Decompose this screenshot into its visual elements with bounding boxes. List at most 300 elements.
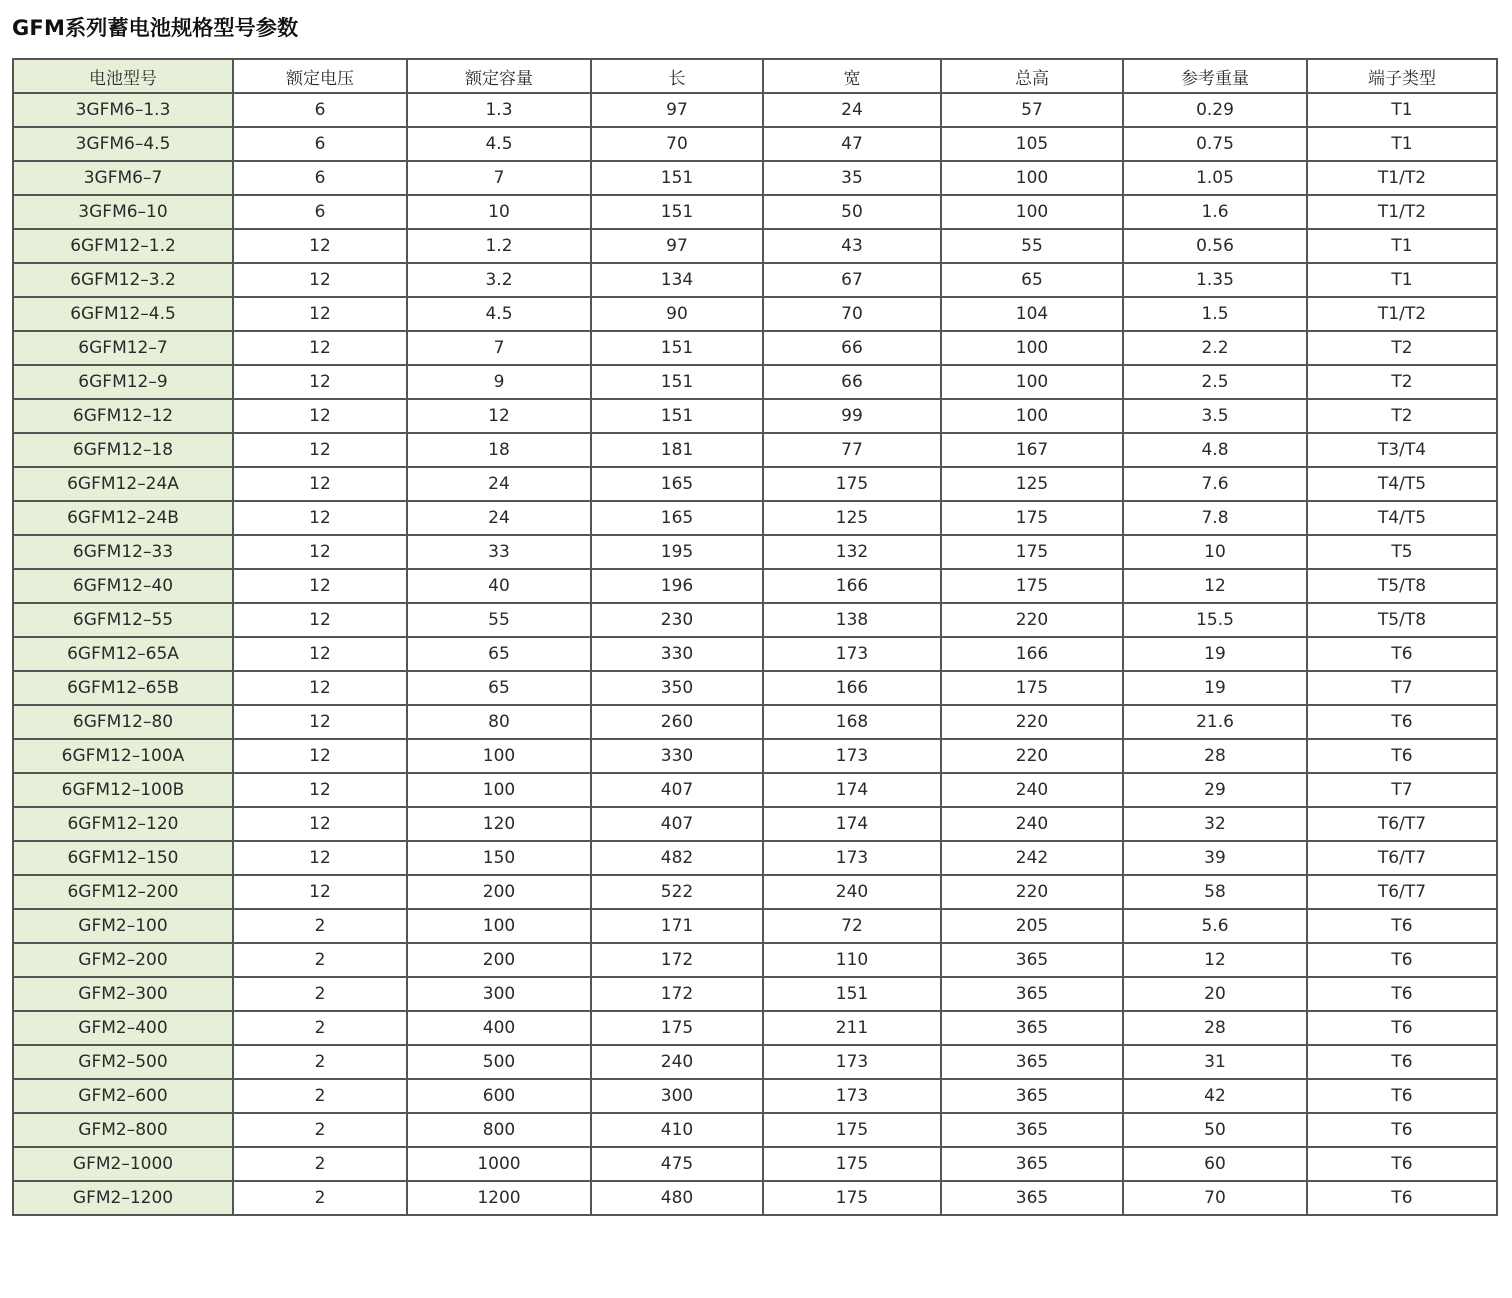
table-row xyxy=(13,705,1497,739)
cell-terminal-type: T4/T5 xyxy=(1307,501,1497,535)
cell-rated-capacity: 55 xyxy=(407,603,591,637)
table-row xyxy=(13,1079,1497,1113)
cell-model: 6GFM12–80 xyxy=(13,705,233,739)
column-header-width: 宽 xyxy=(763,59,941,93)
cell-rated-voltage: 2 xyxy=(233,1181,407,1215)
cell-width: 175 xyxy=(763,1181,941,1215)
cell-width: 138 xyxy=(763,603,941,637)
table-row xyxy=(13,909,1497,943)
cell-length: 151 xyxy=(591,365,763,399)
column-header-length: 长 xyxy=(591,59,763,93)
cell-rated-voltage: 12 xyxy=(233,365,407,399)
cell-terminal-type: T6 xyxy=(1307,1147,1497,1181)
cell-terminal-type: T6 xyxy=(1307,739,1497,773)
cell-rated-capacity: 65 xyxy=(407,637,591,671)
cell-rated-capacity: 150 xyxy=(407,841,591,875)
cell-reference-weight: 70 xyxy=(1123,1181,1307,1215)
cell-reference-weight: 21.6 xyxy=(1123,705,1307,739)
cell-rated-capacity: 12 xyxy=(407,399,591,433)
cell-rated-capacity: 7 xyxy=(407,161,591,195)
cell-reference-weight: 3.5 xyxy=(1123,399,1307,433)
table-row xyxy=(13,671,1497,705)
cell-terminal-type: T7 xyxy=(1307,773,1497,807)
cell-total-height: 365 xyxy=(941,1147,1123,1181)
cell-terminal-type: T6 xyxy=(1307,1181,1497,1215)
cell-rated-voltage: 6 xyxy=(233,195,407,229)
cell-width: 173 xyxy=(763,637,941,671)
cell-rated-voltage: 2 xyxy=(233,1147,407,1181)
cell-rated-capacity: 4.5 xyxy=(407,297,591,331)
cell-width: 174 xyxy=(763,773,941,807)
cell-model: 6GFM12–120 xyxy=(13,807,233,841)
cell-reference-weight: 39 xyxy=(1123,841,1307,875)
cell-rated-voltage: 6 xyxy=(233,161,407,195)
cell-reference-weight: 0.29 xyxy=(1123,93,1307,127)
cell-terminal-type: T2 xyxy=(1307,399,1497,433)
cell-terminal-type: T5 xyxy=(1307,535,1497,569)
cell-reference-weight: 15.5 xyxy=(1123,603,1307,637)
cell-terminal-type: T1/T2 xyxy=(1307,195,1497,229)
cell-total-height: 220 xyxy=(941,603,1123,637)
cell-width: 72 xyxy=(763,909,941,943)
cell-rated-capacity: 7 xyxy=(407,331,591,365)
cell-reference-weight: 31 xyxy=(1123,1045,1307,1079)
cell-terminal-type: T5/T8 xyxy=(1307,603,1497,637)
cell-rated-capacity: 9 xyxy=(407,365,591,399)
table-row xyxy=(13,399,1497,433)
table-row xyxy=(13,161,1497,195)
cell-model: 6GFM12–24B xyxy=(13,501,233,535)
cell-width: 173 xyxy=(763,841,941,875)
cell-rated-capacity: 80 xyxy=(407,705,591,739)
table-row xyxy=(13,93,1497,127)
cell-length: 407 xyxy=(591,807,763,841)
cell-rated-voltage: 12 xyxy=(233,331,407,365)
cell-width: 166 xyxy=(763,569,941,603)
cell-total-height: 365 xyxy=(941,1011,1123,1045)
cell-reference-weight: 29 xyxy=(1123,773,1307,807)
cell-length: 134 xyxy=(591,263,763,297)
cell-width: 173 xyxy=(763,739,941,773)
cell-terminal-type: T4/T5 xyxy=(1307,467,1497,501)
cell-reference-weight: 19 xyxy=(1123,637,1307,671)
cell-length: 97 xyxy=(591,229,763,263)
cell-total-height: 100 xyxy=(941,161,1123,195)
cell-length: 165 xyxy=(591,467,763,501)
cell-reference-weight: 1.5 xyxy=(1123,297,1307,331)
cell-rated-capacity: 100 xyxy=(407,739,591,773)
cell-model: 6GFM12–200 xyxy=(13,875,233,909)
cell-length: 330 xyxy=(591,739,763,773)
cell-width: 151 xyxy=(763,977,941,1011)
cell-total-height: 166 xyxy=(941,637,1123,671)
battery-spec-table xyxy=(12,58,1498,1216)
cell-rated-capacity: 200 xyxy=(407,943,591,977)
cell-length: 350 xyxy=(591,671,763,705)
cell-length: 151 xyxy=(591,331,763,365)
cell-rated-voltage: 12 xyxy=(233,739,407,773)
cell-length: 475 xyxy=(591,1147,763,1181)
cell-rated-voltage: 12 xyxy=(233,501,407,535)
cell-total-height: 125 xyxy=(941,467,1123,501)
cell-model: 6GFM12–12 xyxy=(13,399,233,433)
cell-length: 165 xyxy=(591,501,763,535)
cell-total-height: 55 xyxy=(941,229,1123,263)
table-row xyxy=(13,331,1497,365)
column-header-model: 电池型号 xyxy=(13,59,233,93)
cell-width: 132 xyxy=(763,535,941,569)
cell-rated-capacity: 1.3 xyxy=(407,93,591,127)
cell-total-height: 175 xyxy=(941,535,1123,569)
cell-reference-weight: 0.56 xyxy=(1123,229,1307,263)
cell-model: GFM2–1200 xyxy=(13,1181,233,1215)
cell-terminal-type: T6 xyxy=(1307,1045,1497,1079)
cell-width: 175 xyxy=(763,467,941,501)
cell-total-height: 104 xyxy=(941,297,1123,331)
cell-reference-weight: 1.6 xyxy=(1123,195,1307,229)
cell-reference-weight: 28 xyxy=(1123,739,1307,773)
cell-model: 6GFM12–65A xyxy=(13,637,233,671)
cell-rated-voltage: 12 xyxy=(233,467,407,501)
table-row xyxy=(13,1045,1497,1079)
cell-total-height: 175 xyxy=(941,569,1123,603)
cell-width: 211 xyxy=(763,1011,941,1045)
cell-terminal-type: T1 xyxy=(1307,93,1497,127)
cell-reference-weight: 0.75 xyxy=(1123,127,1307,161)
cell-length: 151 xyxy=(591,161,763,195)
cell-width: 70 xyxy=(763,297,941,331)
cell-rated-capacity: 65 xyxy=(407,671,591,705)
table-row xyxy=(13,297,1497,331)
cell-rated-capacity: 1000 xyxy=(407,1147,591,1181)
table-row xyxy=(13,1147,1497,1181)
cell-model: 6GFM12–1.2 xyxy=(13,229,233,263)
cell-terminal-type: T2 xyxy=(1307,365,1497,399)
cell-rated-voltage: 2 xyxy=(233,909,407,943)
cell-length: 90 xyxy=(591,297,763,331)
cell-length: 330 xyxy=(591,637,763,671)
cell-rated-voltage: 12 xyxy=(233,841,407,875)
cell-terminal-type: T6 xyxy=(1307,909,1497,943)
cell-terminal-type: T6 xyxy=(1307,705,1497,739)
cell-rated-voltage: 12 xyxy=(233,637,407,671)
cell-total-height: 365 xyxy=(941,1113,1123,1147)
cell-rated-capacity: 1.2 xyxy=(407,229,591,263)
cell-rated-capacity: 24 xyxy=(407,467,591,501)
column-header-rated-capacity: 额定容量 xyxy=(407,59,591,93)
cell-rated-voltage: 2 xyxy=(233,1045,407,1079)
table-row xyxy=(13,535,1497,569)
cell-total-height: 220 xyxy=(941,739,1123,773)
cell-total-height: 240 xyxy=(941,807,1123,841)
cell-terminal-type: T1/T2 xyxy=(1307,161,1497,195)
cell-model: 6GFM12–55 xyxy=(13,603,233,637)
cell-reference-weight: 12 xyxy=(1123,943,1307,977)
cell-total-height: 365 xyxy=(941,1045,1123,1079)
cell-model: 6GFM12–18 xyxy=(13,433,233,467)
cell-rated-capacity: 10 xyxy=(407,195,591,229)
cell-width: 47 xyxy=(763,127,941,161)
cell-length: 151 xyxy=(591,399,763,433)
table-row xyxy=(13,263,1497,297)
cell-width: 125 xyxy=(763,501,941,535)
cell-terminal-type: T1/T2 xyxy=(1307,297,1497,331)
cell-rated-capacity: 600 xyxy=(407,1079,591,1113)
cell-length: 196 xyxy=(591,569,763,603)
cell-length: 522 xyxy=(591,875,763,909)
cell-model: GFM2–100 xyxy=(13,909,233,943)
cell-total-height: 175 xyxy=(941,501,1123,535)
cell-reference-weight: 42 xyxy=(1123,1079,1307,1113)
cell-rated-capacity: 200 xyxy=(407,875,591,909)
cell-rated-voltage: 6 xyxy=(233,127,407,161)
cell-rated-voltage: 12 xyxy=(233,263,407,297)
cell-width: 174 xyxy=(763,807,941,841)
cell-length: 300 xyxy=(591,1079,763,1113)
cell-model: 6GFM12–40 xyxy=(13,569,233,603)
cell-rated-voltage: 12 xyxy=(233,875,407,909)
cell-total-height: 242 xyxy=(941,841,1123,875)
table-row xyxy=(13,773,1497,807)
cell-rated-voltage: 2 xyxy=(233,943,407,977)
table-row xyxy=(13,433,1497,467)
cell-model: GFM2–500 xyxy=(13,1045,233,1079)
cell-terminal-type: T6/T7 xyxy=(1307,875,1497,909)
cell-rated-capacity: 300 xyxy=(407,977,591,1011)
cell-width: 110 xyxy=(763,943,941,977)
column-header-total-height: 总高 xyxy=(941,59,1123,93)
cell-model: 3GFM6–4.5 xyxy=(13,127,233,161)
cell-width: 35 xyxy=(763,161,941,195)
cell-total-height: 175 xyxy=(941,671,1123,705)
cell-width: 66 xyxy=(763,365,941,399)
cell-reference-weight: 2.2 xyxy=(1123,331,1307,365)
cell-model: GFM2–600 xyxy=(13,1079,233,1113)
cell-rated-voltage: 12 xyxy=(233,399,407,433)
cell-rated-voltage: 12 xyxy=(233,229,407,263)
cell-rated-capacity: 18 xyxy=(407,433,591,467)
cell-model: 6GFM12–9 xyxy=(13,365,233,399)
cell-model: GFM2–200 xyxy=(13,943,233,977)
cell-total-height: 205 xyxy=(941,909,1123,943)
column-header-terminal-type: 端子类型 xyxy=(1307,59,1497,93)
cell-terminal-type: T1 xyxy=(1307,229,1497,263)
page-title: GFM系列蓄电池规格型号参数 xyxy=(12,16,299,40)
cell-length: 181 xyxy=(591,433,763,467)
cell-width: 66 xyxy=(763,331,941,365)
cell-total-height: 365 xyxy=(941,1079,1123,1113)
cell-terminal-type: T7 xyxy=(1307,671,1497,705)
table-row xyxy=(13,229,1497,263)
cell-length: 70 xyxy=(591,127,763,161)
cell-model: 6GFM12–3.2 xyxy=(13,263,233,297)
cell-terminal-type: T3/T4 xyxy=(1307,433,1497,467)
cell-reference-weight: 2.5 xyxy=(1123,365,1307,399)
cell-width: 166 xyxy=(763,671,941,705)
cell-rated-voltage: 12 xyxy=(233,297,407,331)
cell-length: 172 xyxy=(591,977,763,1011)
cell-total-height: 105 xyxy=(941,127,1123,161)
cell-model: GFM2–300 xyxy=(13,977,233,1011)
cell-reference-weight: 20 xyxy=(1123,977,1307,1011)
cell-width: 77 xyxy=(763,433,941,467)
cell-model: 6GFM12–100B xyxy=(13,773,233,807)
cell-width: 175 xyxy=(763,1113,941,1147)
cell-reference-weight: 12 xyxy=(1123,569,1307,603)
cell-rated-voltage: 12 xyxy=(233,773,407,807)
cell-rated-capacity: 3.2 xyxy=(407,263,591,297)
cell-model: GFM2–400 xyxy=(13,1011,233,1045)
cell-total-height: 100 xyxy=(941,399,1123,433)
cell-reference-weight: 58 xyxy=(1123,875,1307,909)
cell-reference-weight: 4.8 xyxy=(1123,433,1307,467)
cell-terminal-type: T6 xyxy=(1307,1011,1497,1045)
cell-model: 6GFM12–24A xyxy=(13,467,233,501)
cell-terminal-type: T1 xyxy=(1307,263,1497,297)
cell-total-height: 240 xyxy=(941,773,1123,807)
cell-terminal-type: T5/T8 xyxy=(1307,569,1497,603)
cell-rated-capacity: 100 xyxy=(407,909,591,943)
cell-length: 195 xyxy=(591,535,763,569)
cell-rated-capacity: 1200 xyxy=(407,1181,591,1215)
cell-length: 97 xyxy=(591,93,763,127)
cell-length: 407 xyxy=(591,773,763,807)
cell-total-height: 57 xyxy=(941,93,1123,127)
cell-total-height: 100 xyxy=(941,195,1123,229)
header-row xyxy=(13,59,1497,93)
cell-rated-capacity: 100 xyxy=(407,773,591,807)
cell-total-height: 100 xyxy=(941,365,1123,399)
cell-rated-capacity: 33 xyxy=(407,535,591,569)
table-row xyxy=(13,365,1497,399)
cell-rated-voltage: 12 xyxy=(233,433,407,467)
table-row xyxy=(13,637,1497,671)
column-header-reference-weight: 参考重量 xyxy=(1123,59,1307,93)
cell-reference-weight: 10 xyxy=(1123,535,1307,569)
cell-total-height: 220 xyxy=(941,875,1123,909)
cell-reference-weight: 28 xyxy=(1123,1011,1307,1045)
cell-terminal-type: T6 xyxy=(1307,1113,1497,1147)
cell-reference-weight: 7.6 xyxy=(1123,467,1307,501)
cell-terminal-type: T6 xyxy=(1307,637,1497,671)
table-row xyxy=(13,875,1497,909)
cell-rated-voltage: 12 xyxy=(233,671,407,705)
table-row xyxy=(13,1113,1497,1147)
cell-terminal-type: T6/T7 xyxy=(1307,807,1497,841)
table-body xyxy=(13,93,1497,1215)
cell-length: 240 xyxy=(591,1045,763,1079)
cell-width: 240 xyxy=(763,875,941,909)
table-row xyxy=(13,739,1497,773)
cell-rated-voltage: 12 xyxy=(233,569,407,603)
cell-length: 172 xyxy=(591,943,763,977)
cell-model: GFM2–1000 xyxy=(13,1147,233,1181)
cell-model: 6GFM12–150 xyxy=(13,841,233,875)
cell-terminal-type: T2 xyxy=(1307,331,1497,365)
table-row xyxy=(13,841,1497,875)
cell-width: 168 xyxy=(763,705,941,739)
table-row xyxy=(13,1181,1497,1215)
cell-length: 482 xyxy=(591,841,763,875)
table-row xyxy=(13,943,1497,977)
cell-total-height: 365 xyxy=(941,1181,1123,1215)
cell-rated-voltage: 2 xyxy=(233,977,407,1011)
cell-terminal-type: T6/T7 xyxy=(1307,841,1497,875)
cell-model: GFM2–800 xyxy=(13,1113,233,1147)
cell-length: 480 xyxy=(591,1181,763,1215)
cell-length: 151 xyxy=(591,195,763,229)
cell-rated-voltage: 2 xyxy=(233,1079,407,1113)
cell-rated-capacity: 500 xyxy=(407,1045,591,1079)
cell-terminal-type: T6 xyxy=(1307,943,1497,977)
cell-total-height: 167 xyxy=(941,433,1123,467)
cell-width: 173 xyxy=(763,1079,941,1113)
table-row xyxy=(13,603,1497,637)
cell-model: 6GFM12–100A xyxy=(13,739,233,773)
cell-model: 3GFM6–1.3 xyxy=(13,93,233,127)
cell-width: 24 xyxy=(763,93,941,127)
cell-rated-voltage: 2 xyxy=(233,1113,407,1147)
cell-rated-capacity: 120 xyxy=(407,807,591,841)
cell-model: 6GFM12–4.5 xyxy=(13,297,233,331)
cell-rated-voltage: 12 xyxy=(233,603,407,637)
table-row xyxy=(13,807,1497,841)
cell-rated-capacity: 800 xyxy=(407,1113,591,1147)
cell-length: 410 xyxy=(591,1113,763,1147)
cell-rated-capacity: 4.5 xyxy=(407,127,591,161)
cell-rated-voltage: 12 xyxy=(233,535,407,569)
cell-reference-weight: 32 xyxy=(1123,807,1307,841)
cell-width: 43 xyxy=(763,229,941,263)
cell-length: 230 xyxy=(591,603,763,637)
cell-reference-weight: 60 xyxy=(1123,1147,1307,1181)
table-row xyxy=(13,501,1497,535)
cell-width: 173 xyxy=(763,1045,941,1079)
cell-terminal-type: T6 xyxy=(1307,1079,1497,1113)
cell-width: 99 xyxy=(763,399,941,433)
cell-length: 260 xyxy=(591,705,763,739)
cell-model: 3GFM6–7 xyxy=(13,161,233,195)
cell-total-height: 365 xyxy=(941,943,1123,977)
cell-reference-weight: 5.6 xyxy=(1123,909,1307,943)
cell-rated-capacity: 400 xyxy=(407,1011,591,1045)
table-row xyxy=(13,195,1497,229)
table-row xyxy=(13,127,1497,161)
cell-rated-voltage: 2 xyxy=(233,1011,407,1045)
cell-model: 6GFM12–7 xyxy=(13,331,233,365)
cell-model: 6GFM12–65B xyxy=(13,671,233,705)
cell-total-height: 365 xyxy=(941,977,1123,1011)
cell-rated-voltage: 12 xyxy=(233,705,407,739)
cell-total-height: 100 xyxy=(941,331,1123,365)
cell-rated-voltage: 6 xyxy=(233,93,407,127)
column-header-rated-voltage: 额定电压 xyxy=(233,59,407,93)
cell-reference-weight: 7.8 xyxy=(1123,501,1307,535)
cell-width: 67 xyxy=(763,263,941,297)
table-header xyxy=(13,59,1497,93)
cell-reference-weight: 50 xyxy=(1123,1113,1307,1147)
cell-model: 6GFM12–33 xyxy=(13,535,233,569)
table-row xyxy=(13,977,1497,1011)
cell-terminal-type: T6 xyxy=(1307,977,1497,1011)
cell-width: 50 xyxy=(763,195,941,229)
cell-reference-weight: 19 xyxy=(1123,671,1307,705)
table-row xyxy=(13,569,1497,603)
cell-rated-voltage: 12 xyxy=(233,807,407,841)
cell-terminal-type: T1 xyxy=(1307,127,1497,161)
table-row xyxy=(13,467,1497,501)
cell-rated-capacity: 24 xyxy=(407,501,591,535)
